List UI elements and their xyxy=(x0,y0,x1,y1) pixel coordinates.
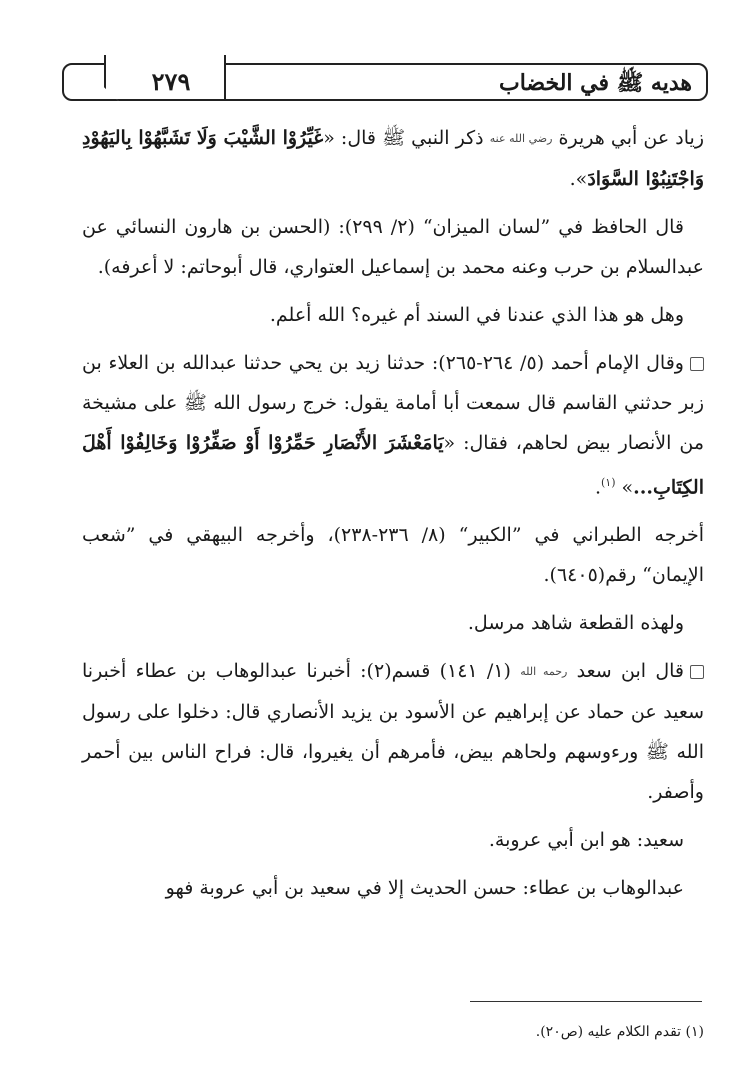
page-body xyxy=(82,118,704,916)
footnote-number: (١) xyxy=(685,1024,704,1040)
paragraph-6: ولهذه القطعة شاهد مرسل. xyxy=(467,612,684,635)
radi-honorific: رضي الله عنه xyxy=(489,132,553,145)
text: ذكر النبي xyxy=(405,127,490,149)
text: على مشيخة من الأنصار بيض لحاهم، فقال: « xyxy=(82,392,704,454)
paragraph-9: عبدالوهاب بن عطاء: حسن الحديث إلا في سعيد بن أبي عروبة فهو xyxy=(165,877,684,900)
chapter-title: هديه ﷺ في الخضاب xyxy=(499,70,692,96)
hadith-text: غَيِّرُوْا الشَّيْبَ وَلَا تَشَبَّهُوْا بِاليَهُوْدِ وَاجْتَنِبُوْا السَّوَادَ xyxy=(82,127,704,190)
paragraph-4 xyxy=(82,343,704,507)
sallam-honorific: ﷺ xyxy=(645,741,669,764)
text: (١/ ١٤١) قسم(٢): أخبرنا عبدالوهاب بن عطاء أخبرنا سعيد عن حماد عن إبراهيم عن الأسود بن يزيد الأنصاري قال: دخلوا على رسول الله xyxy=(82,660,704,764)
paragraph-1 xyxy=(82,118,704,199)
rahim-honorific: رحمه الله xyxy=(520,665,568,679)
sallam-honorific: ﷺ xyxy=(382,127,406,149)
text: زياد عن أبي هريرة xyxy=(552,127,704,149)
bullet-square-icon xyxy=(690,357,704,371)
footnote xyxy=(536,1024,704,1040)
text: ورءوسهم ولحاهم بيض، فأمرهم أن يغيروا، قال: فراح الناس بين أحمر وأصفر. xyxy=(82,741,704,804)
text: ». xyxy=(569,168,588,190)
footnote-text: تقدم الكلام عليه (ص٢٠). xyxy=(535,1024,686,1040)
paragraph-8: سعيد: هو ابن أبي عروبة. xyxy=(488,829,684,852)
hadith-text: يَامَعْشَرَ الأَنْصَارِ حَمِّرُوْا أَوْ صَفِّرُوْا وَخَالِفُوْا أَهْلَ الكِتَابِ... xyxy=(82,432,704,499)
text: . xyxy=(594,476,601,499)
paragraph-2: قال الحافظ في ”لسان الميزان“ (٢/ ٢٩٩): (الحسن بن هارون النسائي عن عبدالسلام بن حرب وعنه محمد بن إسماعيل العتواري، قال أبوحاتم: لا أعرفه). xyxy=(82,216,704,278)
footnote-divider xyxy=(470,1001,702,1002)
bullet-square-icon xyxy=(690,665,704,679)
sallam-honorific: ﷺ xyxy=(183,392,207,414)
text: قال: « xyxy=(323,127,383,149)
running-header xyxy=(62,63,708,101)
text: قال ابن سعد xyxy=(567,660,685,683)
footnote-ref[interactable]: (١) xyxy=(600,476,616,489)
page-number: ٢٧٩ xyxy=(151,67,191,96)
paragraph-5: أخرجه الطبراني في ”الكبير“ (٨/ ٢٣٦-٢٣٨)، وأخرجه البيهقي في ”شعب الإيمان“ رقم(٦٤٠٥). xyxy=(82,524,704,587)
paragraph-7 xyxy=(82,651,704,812)
paragraph-3: وهل هو هذا الذي عندنا في السند أم غيره؟ الله أعلم. xyxy=(269,304,684,326)
text: » xyxy=(615,476,634,499)
text: وقال الإمام أحمد (٥/ ٢٦٤-٢٦٥): حدثنا زيد بن يحي حدثنا عبدالله بن العلاء بن زبر حدثني القاسم قال سمعت أبا أمامة يقول: خرج رسول الله xyxy=(82,352,704,414)
